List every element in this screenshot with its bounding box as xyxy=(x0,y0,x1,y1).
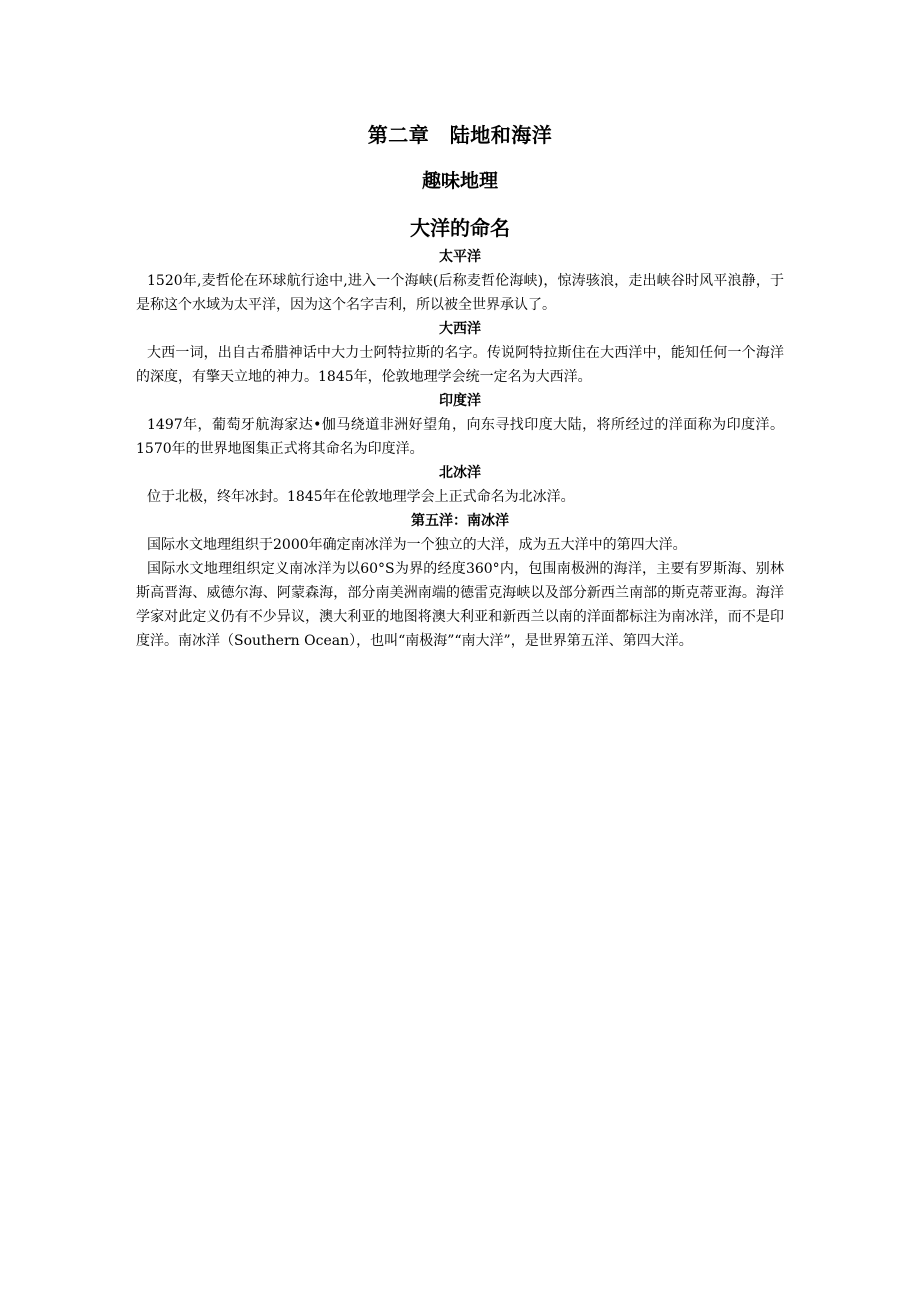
ocean-heading: 太平洋 xyxy=(439,249,481,265)
ocean-heading: 印度洋 xyxy=(439,393,481,409)
ocean-heading: 大西洋 xyxy=(439,321,481,337)
section-title: 趣味地理 xyxy=(421,170,498,192)
ocean-heading: 第五洋：南冰洋 xyxy=(411,513,509,529)
paragraph: 1497年，葡萄牙航海家达•伽马绕道非洲好望角，向东寻找印度大陆，将所经过的洋面称为印度洋。1570年的世界地图集正式将其命名为印度洋。 xyxy=(136,417,784,457)
ocean-section-indian xyxy=(136,389,784,461)
chapter-title: 第二章 陆地和海洋 xyxy=(367,123,553,147)
ocean-section-arctic xyxy=(136,461,784,509)
document-page xyxy=(136,120,784,653)
ocean-section-atlantic xyxy=(136,317,784,389)
ocean-heading: 北冰洋 xyxy=(439,465,481,481)
ocean-section-pacific xyxy=(136,245,784,317)
article-title: 大洋的命名 xyxy=(410,216,510,240)
paragraph: 大西一词，出自古希腊神话中大力士阿特拉斯的名字。传说阿特拉斯住在大西洋中，能知任何一个海洋的深度，有擎天立地的神力。1845年，伦敦地理学会统一定名为大西洋。 xyxy=(136,345,784,385)
paragraph: 1520年,麦哲伦在环球航行途中,进入一个海峡(后称麦哲伦海峡)，惊涛骇浪，走出峡谷时风平浪静，于是称这个水域为太平洋，因为这个名字吉利，所以被全世界承认了。 xyxy=(136,273,784,313)
paragraph: 国际水文地理组织于2000年确定南冰洋为一个独立的大洋，成为五大洋中的第四大洋。 xyxy=(147,537,687,553)
ocean-section-southern xyxy=(136,509,784,653)
paragraph: 位于北极，终年冰封。1845年在伦敦地理学会上正式命名为北冰洋。 xyxy=(147,489,575,505)
paragraph: 国际水文地理组织定义南冰洋为以60°S为界的经度360°内，包围南极洲的海洋，主要有罗斯海、别林斯高晋海、威德尔海、阿蒙森海，部分南美洲南端的德雷克海峡以及部分新西兰南部的斯克蒂亚海。海洋学家对此定义仍有不少异议，澳大利亚的地图将澳大利亚和新西兰以南的洋面都标注为南冰洋，而不是印度洋。南冰洋（Southern Ocean），也叫“南极海”“南大洋”，是世界第五洋、第四大洋。 xyxy=(136,561,784,649)
